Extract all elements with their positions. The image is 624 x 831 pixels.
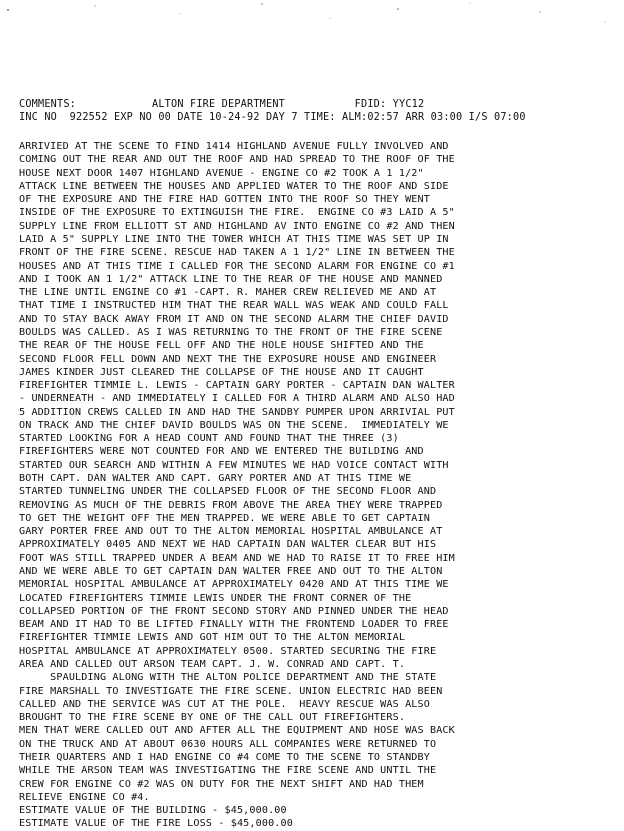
narrative-line: FIREFIGHTER TIMMIE LEWIS AND GOT HIM OUT TO THE ALTON MEMORIAL bbox=[19, 632, 406, 644]
narrative-line: FIREFIGHTERS WERE NOT COUNTED FOR AND WE ENTERED THE BUILDING AND bbox=[19, 446, 424, 458]
narrative-line: STARTED OUR SEARCH AND WITHIN A FEW MINUTES WE HAD VOICE CONTACT WITH bbox=[19, 459, 449, 471]
narrative-line: - UNDERNEATH - AND IMMEDIATELY I CALLED FOR A THIRD ALARM AND ALSO HAD bbox=[19, 393, 455, 405]
narrative-line: 5 ADDITION CREWS CALLED IN AND HAD THE SANDBY PUMPER UPON ARRIVIAL PUT bbox=[19, 406, 455, 418]
narrative-line: STARTED LOOKING FOR A HEAD COUNT AND FOUND THAT THE THREE (3) bbox=[19, 433, 399, 445]
narrative-line: THE REAR OF THE HOUSE FELL OFF AND THE HOLE HOUSE SHIFTED AND THE bbox=[19, 340, 424, 352]
narrative-line: CREW FOR ENGINE CO #2 WAS ON DUTY FOR THE NEXT SHIFT AND HAD THEM bbox=[19, 778, 424, 790]
narrative-line: HOUSES AND AT THIS TIME I CALLED FOR THE SECOND ALARM FOR ENGINE CO #1 bbox=[19, 260, 455, 272]
narrative-line: THEIR QUARTERS AND I HAD ENGINE CO #4 COME TO THE SCENE TO STANDBY bbox=[19, 751, 430, 763]
narrative-line: MEN THAT WERE CALLED OUT AND AFTER ALL THE EQUIPMENT AND HOSE WAS BACK bbox=[19, 725, 455, 737]
narrative-line: BOTH CAPT. DAN WALTER AND CAPT. GARY PORTER AND AT THIS TIME WE bbox=[19, 473, 412, 485]
narrative-line: WHILE THE ARSON TEAM WAS INVESTIGATING THE FIRE SCENE AND UNTIL THE bbox=[19, 765, 437, 777]
narrative-line: APPROXIMATELY 0405 AND NEXT WE HAD CAPTAIN DAN WALTER CLEAR BUT HIS bbox=[19, 539, 437, 551]
narrative-line: AND WE WERE ABLE TO GET CAPTAIN DAN WALTER FREE AND OUT TO THE ALTON bbox=[19, 566, 443, 577]
narrative-line: GARY PORTER FREE AND OUT TO THE ALTON MEMORIAL HOSPITAL AMBULANCE AT bbox=[19, 526, 443, 538]
narrative-line: SPAULDING ALONG WITH THE ALTON POLICE DEPARTMENT AND THE STATE bbox=[19, 672, 437, 684]
narrative-line: LOCATED FIREFIGHTERS TIMMIE LEWIS UNDER THE FRONT CORNER OF THE bbox=[19, 592, 412, 604]
narrative-line: COLLAPSED PORTION OF THE FRONT SECOND STORY AND PINNED UNDER THE HEAD bbox=[19, 605, 449, 617]
narrative-line: THE LINE UNTIL ENGINE CO #1 -CAPT. R. MAHER CREW RELIEVED ME AND AT bbox=[19, 287, 437, 299]
fire-loss-value-line: ESTIMATE VALUE OF THE FIRE LOSS - $45,000.00 bbox=[19, 818, 293, 830]
report-header bbox=[19, 98, 619, 124]
narrative-line: FOOT WAS STILL TRAPPED UNDER A BEAM AND WE HAD TO RAISE IT TO FREE HIM bbox=[19, 552, 455, 564]
narrative-line: FIRE MARSHALL TO INVESTIGATE THE FIRE SCENE. UNION ELECTRIC HAD BEEN bbox=[19, 685, 443, 697]
narrative-line: COMING OUT THE REAR AND OUT THE ROOF AND HAD SPREAD TO THE ROOF OF THE bbox=[19, 154, 455, 166]
narrative-line: SECOND FLOOR FELL DOWN AND NEXT THE THE EXPOSURE HOUSE AND ENGINEER bbox=[19, 353, 437, 365]
narrative-line: HOSPITAL AMBULANCE AT APPROXIMATELY 0500. STARTED SECURING THE FIRE bbox=[19, 645, 437, 657]
narrative-line: AREA AND CALLED OUT ARSON TEAM CAPT. J. W. CONRAD AND CAPT. T. bbox=[19, 658, 406, 670]
header-incident-line: INC NO 922552 EXP NO 00 DATE 10-24-92 DAY 7 TIME: ALM:02:57 ARR 03:00 I/S 07:00 bbox=[19, 112, 526, 123]
narrative-line: AND I TOOK AN 1 1/2" ATTACK LINE TO THE REAR OF THE HOUSE AND MANNED bbox=[19, 273, 443, 285]
narrative-line: SUPPLY LINE FROM ELLIOTT ST AND HIGHLAND AV INTO ENGINE CO #2 AND THEN bbox=[19, 220, 455, 232]
narrative-body bbox=[19, 140, 619, 831]
narrative-line: JAMES KINDER JUST CLEARED THE COLLAPSE OF THE HOUSE AND IT CAUGHT bbox=[19, 366, 424, 378]
narrative-line: ON THE TRUCK AND AT ABOUT 0630 HOURS ALL COMPANIES WERE RETURNED TO bbox=[19, 738, 437, 750]
narrative-line: HOUSE NEXT DOOR 1407 HIGHLAND AVENUE - ENGINE CO #2 TOOK A 1 1/2" bbox=[19, 167, 424, 179]
narrative-line: FIREFIGHTER TIMMIE L. LEWIS - CAPTAIN GARY PORTER - CAPTAIN DAN WALTER bbox=[19, 380, 455, 392]
narrative-line: BROUGHT TO THE FIRE SCENE BY ONE OF THE CALL OUT FIREFIGHTERS. bbox=[19, 712, 406, 724]
narrative-line: THAT TIME I INSTRUCTED HIM THAT THE REAR WALL WAS WEAK AND COULD FALL bbox=[19, 300, 449, 312]
narrative-line: INSIDE OF THE EXPOSURE TO EXTINGUISH THE FIRE. ENGINE CO #3 LAID A 5" bbox=[19, 207, 455, 219]
narrative-line: BOULDS WAS CALLED. AS I WAS RETURNING TO THE FRONT OF THE FIRE SCENE bbox=[19, 326, 443, 338]
narrative-line: BEAM AND IT HAD TO BE LIFTED FINALLY WITH THE FRONTEND LOADER TO FREE bbox=[19, 619, 449, 631]
narrative-line: ARRIVIED AT THE SCENE TO FIND 1414 HIGHLAND AVENUE FULLY INVOLVED AND bbox=[19, 141, 449, 152]
narrative-line: FRONT OF THE FIRE SCENE. RESCUE HAD TAKEN A 1 1/2" LINE IN BETWEEN THE bbox=[19, 247, 455, 259]
scan-specks bbox=[0, 0, 624, 30]
narrative-line: CALLED AND THE SERVICE WAS CUT AT THE POLE. HEAVY RESCUE WAS ALSO bbox=[19, 698, 430, 710]
narrative-line: ATTACK LINE BETWEEN THE HOUSES AND APPLIED WATER TO THE ROOF AND SIDE bbox=[19, 180, 449, 192]
narrative-line: MEMORIAL HOSPITAL AMBULANCE AT APPROXIMATELY 0420 AND AT THIS TIME WE bbox=[19, 579, 449, 591]
narrative-line: RELIEVE ENGINE CO #4. bbox=[19, 791, 150, 803]
narrative-line: OF THE EXPOSURE AND THE FIRE HAD GOTTEN INTO THE ROOF SO THEY WENT bbox=[19, 194, 430, 206]
narrative-line: LAID A 5" SUPPLY LINE INTO THE TOWER WHICH AT THIS TIME WAS SET UP IN bbox=[19, 233, 449, 245]
narrative-line: AND TO STAY BACK AWAY FROM IT AND ON THE SECOND ALARM THE CHIEF DAVID bbox=[19, 313, 449, 325]
narrative-line: ON TRACK AND THE CHIEF DAVID BOULDS WAS ON THE SCENE. IMMEDIATELY WE bbox=[19, 419, 449, 431]
building-value-line: ESTIMATE VALUE OF THE BUILDING - $45,000.00 bbox=[19, 805, 287, 817]
narrative-line: STARTED TUNNELING UNDER THE COLLAPSED FLOOR OF THE SECOND FLOOR AND bbox=[19, 486, 437, 498]
header-comments-line: COMMENTS: ALTON FIRE DEPARTMENT FDID: YYC12 bbox=[19, 99, 425, 110]
narrative-line: TO GET THE WEIGHT OFF THE MEN TRAPPED. WE WERE ABLE TO GET CAPTAIN bbox=[19, 512, 430, 524]
narrative-line: REMOVING AS MUCH OF THE DEBRIS FROM ABOVE THE AREA THEY WERE TRAPPED bbox=[19, 499, 443, 511]
